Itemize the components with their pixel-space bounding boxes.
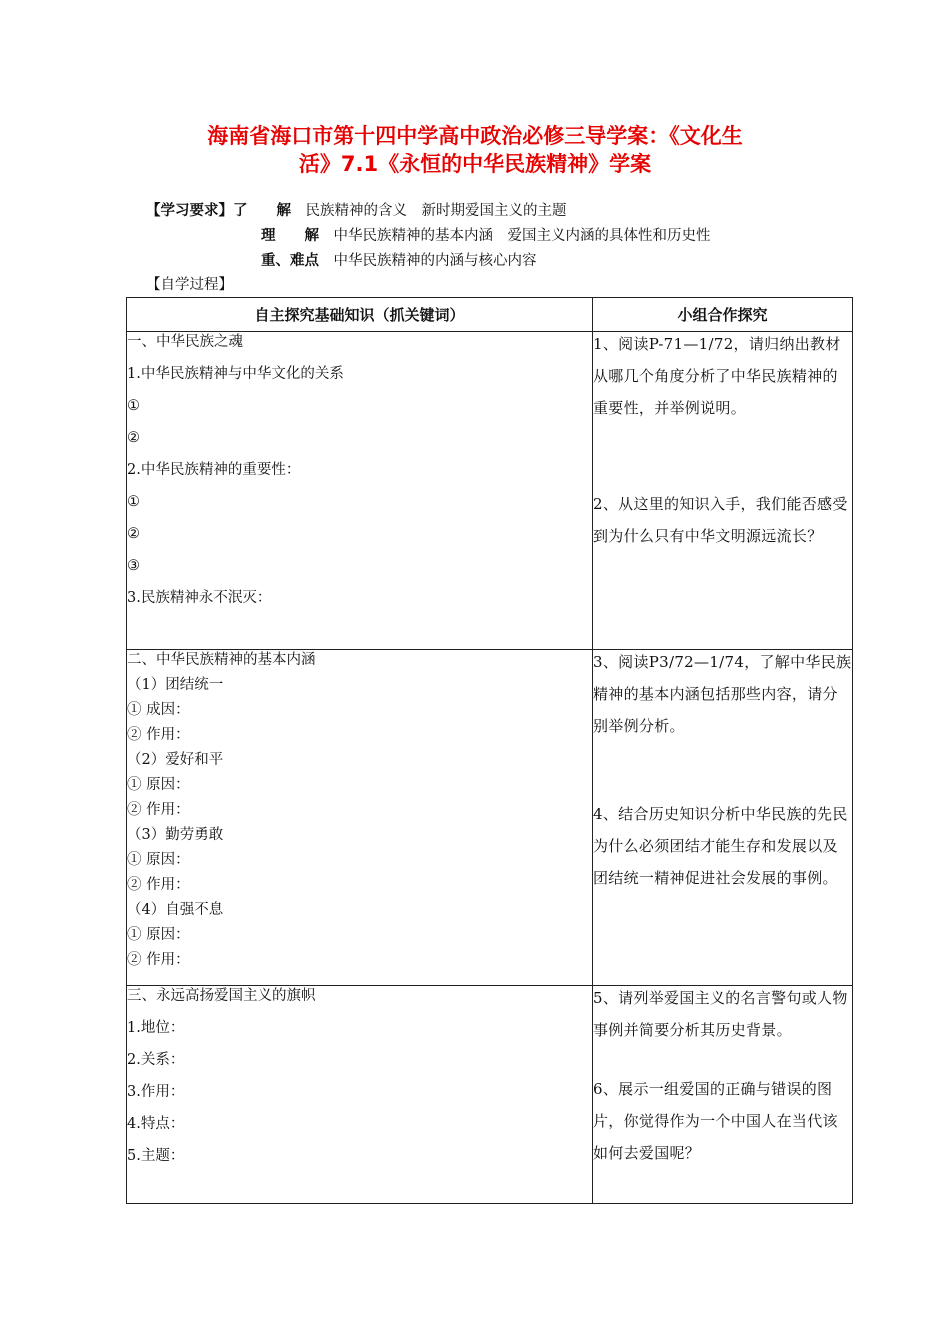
list-item: 1.地位：: [127, 1020, 185, 1036]
section2-heading: 二、中华民族精神的基本内涵: [127, 652, 316, 668]
list-item: ① 原因：: [127, 777, 190, 793]
list-item: 4.特点：: [127, 1116, 185, 1132]
section3-questions: [593, 986, 853, 1204]
list-item: （4）自强不息: [127, 902, 224, 918]
requirement-understand: [146, 201, 567, 221]
list-item: ① 原因：: [127, 852, 190, 868]
question-1: 1、阅读P-71—1/72，请归纳出教材从哪几个角度分析了中华民族精神的重要性，并举例说明。: [593, 335, 841, 417]
title-line-1: 海南省海口市第十四中学高中政治必修三导学案：《文化生: [207, 124, 743, 148]
section1-heading: 一、中华民族之魂: [127, 334, 243, 350]
understand-label: 了 解: [233, 203, 291, 219]
question-6: 6、展示一组爱国的正确与错误的图片，你觉得作为一个中国人在当代该如何去爱国呢？: [593, 1080, 838, 1162]
section1-questions: [593, 332, 853, 650]
question-4: 4、结合历史知识分析中华民族的先民为什么必须团结才能生存和发展以及团结统一精神促进社会发展的事例。: [593, 805, 848, 887]
question-2: 2、从这里的知识入手，我们能否感受到为什么只有中华文明源远流长？: [593, 495, 848, 545]
list-item: 2.中华民族精神的重要性：: [127, 462, 301, 478]
list-item: ② 作用：: [127, 727, 190, 743]
understand-text: 民族精神的含义 新时期爱国主义的主题: [305, 203, 567, 219]
requirement-comprehend: [261, 226, 711, 246]
list-item: ①: [127, 494, 140, 510]
section3-heading: 三、永远高扬爱国主义的旗帜: [127, 988, 316, 1004]
requirement-key: [261, 251, 537, 271]
list-item: ②: [127, 430, 140, 446]
section3-knowledge: [127, 986, 593, 1204]
section1-knowledge: [127, 332, 593, 650]
list-item: （1）团结统一: [127, 677, 224, 693]
header-left: 自主探究基础知识（抓关键词）: [127, 298, 593, 332]
process-label: 【自学过程】: [146, 277, 233, 293]
list-item: ②: [127, 526, 140, 542]
list-item: （3）勤劳勇敢: [127, 827, 224, 843]
list-item: 3.作用：: [127, 1084, 185, 1100]
list-item: 2.关系：: [127, 1052, 185, 1068]
list-item: ① 原因：: [127, 927, 190, 943]
question-5: 5、请列举爱国主义的名言警句或人物事例并简要分析其历史背景。: [593, 989, 848, 1039]
table-row: [127, 986, 853, 1204]
requirement-label: 【学习要求】: [146, 203, 233, 219]
key-label: 重、难点: [261, 253, 319, 269]
header-right: 小组合作探究: [593, 298, 853, 332]
list-item: 3.民族精神永不泯灭：: [127, 590, 272, 606]
list-item: 5.主题：: [127, 1148, 185, 1164]
document-title: [120, 122, 830, 178]
study-table: [126, 297, 853, 1204]
question-3: 3、阅读P3/72—1/74，了解中华民族精神的基本内涵包括那些内容，请分别举例分析。: [593, 653, 852, 735]
section2-questions: [593, 650, 853, 986]
comprehend-text: 中华民族精神的基本内涵 爱国主义内涵的具体性和历史性: [333, 228, 711, 244]
list-item: （2）爱好和平: [127, 752, 224, 768]
list-item: ② 作用：: [127, 877, 190, 893]
list-item: ② 作用：: [127, 802, 190, 818]
list-item: ① 成因：: [127, 702, 190, 718]
list-item: ③: [127, 558, 140, 574]
table-row: [127, 332, 853, 650]
title-line-2: 活》7.1《永恒的中华民族精神》学案: [298, 152, 652, 176]
table-row: [127, 650, 853, 986]
list-item: ② 作用：: [127, 952, 190, 968]
key-text: 中华民族精神的内涵与核心内容: [333, 253, 537, 269]
list-item: ①: [127, 398, 140, 414]
list-item: 1.中华民族精神与中华文化的关系: [127, 366, 344, 382]
table-header-row: [127, 298, 853, 332]
section2-knowledge: [127, 650, 593, 986]
comprehend-label: 理 解: [261, 228, 319, 244]
